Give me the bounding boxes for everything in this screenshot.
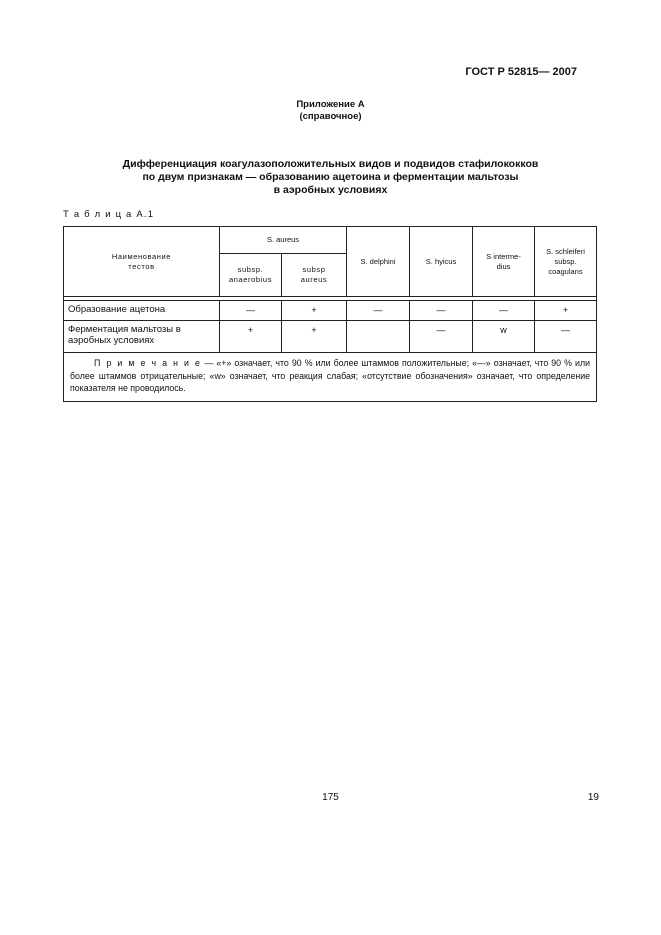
row-value: —: [473, 301, 535, 321]
table-row: [64, 301, 597, 321]
header-s-intermedius: [473, 227, 535, 297]
title-line-2: по двум признакам — образованию ацетоина и ферментации мальтозы: [142, 171, 519, 183]
header-s-hyicus: S. hyicus: [410, 227, 473, 297]
row-name: Образование ацетона: [64, 301, 220, 321]
header-aureus-line1: subsp: [302, 265, 326, 274]
differentiation-table: [63, 226, 597, 402]
page-number-center: 175: [322, 792, 339, 803]
document-code: ГОСТ Р 52815— 2007: [465, 66, 577, 78]
row-value: +: [282, 321, 347, 353]
row-value: [347, 321, 410, 353]
header-subsp-aureus: [282, 254, 347, 297]
header-test-name-line1: Наименование: [111, 251, 172, 261]
page-number-right: 19: [587, 792, 599, 803]
header-schleiferi-line1: S. schleiferi: [546, 246, 585, 256]
header-s-schleiferi: [535, 227, 597, 297]
header-anaerobius-line1: subsp.: [237, 265, 264, 274]
note-text: — «+» означает, что 90 % или более штаммов положительные; «—» означает, что 90 % или более штаммов отрицательные; «w» означает, что реакция слабая; «отсутствие обозначения» означает, что определение показателя не проводилось.: [70, 358, 591, 393]
row-value: w: [473, 321, 535, 353]
header-intermedius-line2: dius: [496, 261, 511, 271]
title-line-3: в аэробных условиях: [273, 184, 388, 196]
row-value: —: [535, 321, 597, 353]
note-row: [64, 353, 597, 402]
row-value: —: [347, 301, 410, 321]
row-value: —: [410, 321, 473, 353]
header-intermedius-line1: S interme-: [486, 251, 521, 261]
appendix-heading: [0, 99, 661, 123]
row-name: Ферментация мальтозы в аэробных условиях: [64, 321, 220, 353]
table-row: [64, 321, 597, 353]
row-value: —: [220, 301, 282, 321]
row-value: +: [282, 301, 347, 321]
row-value: —: [410, 301, 473, 321]
note-lead: П р и м е ч а н и е: [94, 358, 202, 368]
table-note: [64, 353, 597, 402]
header-anaerobius-line2: anaerobius: [228, 275, 273, 284]
appendix-label: Приложение А: [296, 99, 365, 110]
header-s-delphini: S. delphini: [347, 227, 410, 297]
header-test-name-line2: тестов: [128, 261, 155, 271]
appendix-type: (справочное): [299, 111, 362, 122]
table-label: Т а б л и ц а А.1: [63, 209, 155, 220]
header-test-name: [64, 227, 220, 297]
header-subsp-anaerobius: [220, 254, 282, 297]
header-schleiferi-line3: coagulans: [548, 266, 583, 276]
header-s-aureus: S. aureus: [220, 227, 347, 254]
row-value: +: [220, 321, 282, 353]
title-line-1: Дифференциация коагулазоположительных видов и подвидов стафилококков: [122, 158, 539, 170]
row-value: +: [535, 301, 597, 321]
document-title: [80, 158, 581, 197]
header-schleiferi-line2: subsp.: [554, 256, 577, 266]
header-aureus-line2: aureus: [300, 275, 328, 284]
